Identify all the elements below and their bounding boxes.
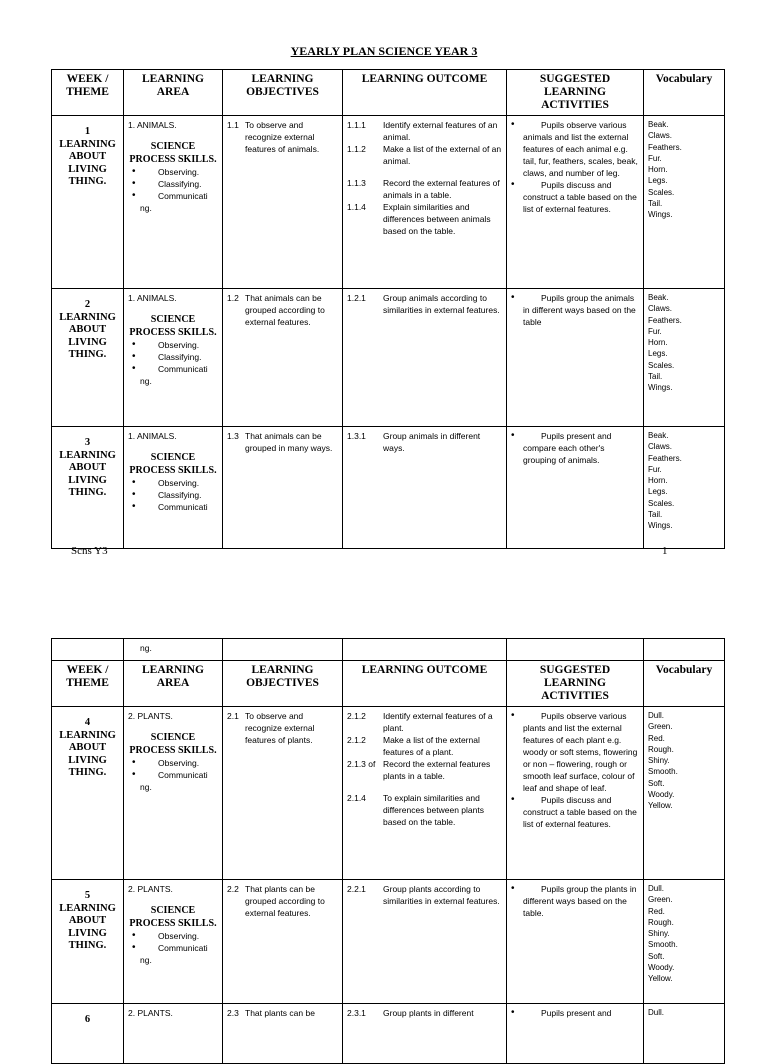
- objective-text: That plants can be: [245, 1008, 315, 1018]
- outcome-number: 2.1.2: [347, 735, 366, 745]
- outcome-cell: [343, 427, 507, 549]
- objective-number: 1.2: [227, 293, 239, 303]
- activity-text: Pupils observe various animals and list the external features of each animal e.g. tail, fur, feathers, scales, beak, claws, and number of leg.: [523, 120, 638, 178]
- area-title: 1. ANIMALS.: [128, 431, 177, 441]
- area-cell: [124, 116, 223, 289]
- outcome-number: 2.2.1: [347, 884, 366, 894]
- vocab-word: Shiny.: [648, 929, 670, 939]
- vocab-word: Scales.: [648, 187, 675, 197]
- area-cell: [124, 289, 223, 427]
- activities-cell: [507, 707, 644, 880]
- skill-wrap: ng.: [140, 782, 152, 792]
- vocab-word: Claws.: [648, 304, 673, 314]
- outcome-text: Group animals in different ways.: [383, 431, 481, 453]
- skills-list: [128, 757, 218, 781]
- vocabulary-cell: [644, 116, 725, 289]
- outcome-number: 2.3.1: [347, 1008, 366, 1018]
- week-cell: [52, 707, 124, 880]
- area-cell: [124, 707, 223, 880]
- skills-list: [128, 477, 218, 513]
- header-row: [52, 661, 725, 707]
- objective-cell: [223, 427, 343, 549]
- header-vocabulary: Vocabulary: [644, 70, 725, 116]
- skill-wrap: ng.: [140, 203, 152, 213]
- vocab-word: Scales.: [648, 360, 675, 370]
- outcome-number: 1.1.2: [347, 144, 366, 154]
- skills-list: [128, 166, 218, 202]
- objective-text: That animals can be grouped according to external features.: [245, 293, 325, 327]
- vocab-word: Tail.: [648, 372, 663, 382]
- activity-item: [511, 883, 639, 919]
- vocab-word: Horn.: [648, 165, 668, 175]
- week-cell: [52, 289, 124, 427]
- page-number: 1: [662, 545, 668, 557]
- vocabulary-cell: [644, 1004, 725, 1064]
- objective-cell: [223, 116, 343, 289]
- activity-text: Pupils present and: [541, 1008, 612, 1018]
- vocab-word: Tail.: [648, 199, 663, 209]
- skill-item: • Communicati: [158, 363, 218, 375]
- objective-cell: [223, 880, 343, 1004]
- header-row: [52, 70, 725, 116]
- week-number: 1: [84, 126, 91, 137]
- skill-item: • Observing.: [158, 757, 218, 769]
- header-objectives: LEARNING OBJECTIVES: [223, 70, 343, 116]
- objective-cell: [223, 289, 343, 427]
- objective-cell: [223, 707, 343, 880]
- vocab-word: Fur.: [648, 326, 662, 336]
- carry-over-text: ng.: [124, 639, 223, 661]
- vocab-word: Fur.: [648, 464, 662, 474]
- skill-item: • Communicati: [158, 942, 218, 954]
- objective-cell: [223, 1004, 343, 1064]
- outcome-text: Record the external features plants in a table.: [383, 759, 491, 781]
- outcome-number: 2.1.4: [347, 793, 366, 803]
- skill-item: • Classifying.: [158, 178, 218, 190]
- vocab-word: Dull.: [648, 884, 665, 893]
- vocab-word: Dull.: [648, 711, 665, 720]
- footer-label: Scns Y3: [71, 545, 108, 557]
- vocab-word: Beak.: [648, 431, 669, 440]
- vocab-word: Legs.: [648, 487, 668, 497]
- vocab-word: Red.: [648, 733, 665, 743]
- activity-item: [511, 1007, 639, 1019]
- plan-table-page-2: [51, 638, 725, 1064]
- outcome-cell: [343, 116, 507, 289]
- activity-item: [511, 179, 639, 215]
- week-number: 6: [84, 1014, 91, 1025]
- skill-item: • Classifying.: [158, 351, 218, 363]
- objective-number: 1.1: [227, 120, 239, 130]
- activity-text: Pupils discuss and construct a table based on the list of external features.: [523, 795, 637, 829]
- outcome-text: Group plants in different: [383, 1008, 474, 1018]
- vocab-word: Soft.: [648, 778, 665, 788]
- vocab-word: Rough.: [648, 744, 674, 754]
- vocab-word: Beak.: [648, 293, 669, 302]
- header-outcome: LEARNING OUTCOME: [343, 70, 507, 116]
- carry-over-row: [52, 639, 725, 661]
- week-theme: LEARNING ABOUT LIVING THING.: [59, 449, 116, 498]
- skill-item: • Communicati: [158, 190, 218, 202]
- skill-item: • Communicati: [158, 769, 218, 781]
- objective-text: To observe and recognize external features of plants.: [245, 711, 315, 745]
- week-theme: LEARNING ABOUT LIVING THING.: [59, 729, 116, 778]
- activities-cell: [507, 116, 644, 289]
- area-title: 1. ANIMALS.: [128, 293, 177, 303]
- outcome-text: Identify external features of an animal.: [383, 120, 498, 142]
- activities-cell: [507, 880, 644, 1004]
- objective-text: To observe and recognize external features of animals.: [245, 120, 320, 154]
- vocab-word: Legs.: [648, 176, 668, 186]
- week-theme: LEARNING ABOUT LIVING THING.: [59, 902, 116, 951]
- vocab-word: Dull.: [648, 1008, 665, 1017]
- vocab-word: Yellow.: [648, 801, 673, 811]
- activity-item: [511, 794, 639, 830]
- outcome-cell: [343, 880, 507, 1004]
- skills-heading: SCIENCE PROCESS SKILLS.: [129, 905, 217, 929]
- outcome-number: 2.1.3 of: [347, 759, 376, 769]
- header-week: WEEK / THEME: [52, 70, 124, 116]
- header-area: LEARNING AREA: [124, 661, 223, 707]
- header-area: LEARNING AREA: [124, 70, 223, 116]
- header-week: WEEK / THEME: [52, 661, 124, 707]
- week-number: 2: [84, 299, 91, 310]
- activities-cell: [507, 1004, 644, 1064]
- outcome-text: Group plants according to similarities in external features.: [383, 884, 500, 906]
- vocab-word: Smooth.: [648, 940, 678, 950]
- vocab-word: Wings.: [648, 210, 673, 220]
- vocab-word: Wings.: [648, 521, 673, 531]
- vocabulary-cell: [644, 707, 725, 880]
- vocab-word: Claws.: [648, 131, 673, 141]
- vocab-word: Smooth.: [648, 767, 678, 777]
- outcome-cell: [343, 289, 507, 427]
- area-cell: [124, 880, 223, 1004]
- week-cell: [52, 427, 124, 549]
- vocab-word: Shiny.: [648, 756, 670, 766]
- outcome-number: 1.1.3: [347, 178, 366, 188]
- week-theme: LEARNING ABOUT LIVING THING.: [59, 311, 116, 360]
- vocab-word: Feathers.: [648, 453, 682, 463]
- activity-item: [511, 119, 639, 179]
- activity-item: [511, 430, 639, 466]
- skill-item: • Classifying.: [158, 489, 218, 501]
- objective-number: 2.3: [227, 1008, 239, 1018]
- outcome-cell: [343, 1004, 507, 1064]
- skill-item: • Observing.: [158, 477, 218, 489]
- activities-cell: [507, 427, 644, 549]
- table-row: [52, 116, 725, 289]
- vocab-word: Soft.: [648, 951, 665, 961]
- header-vocabulary: Vocabulary: [644, 661, 725, 707]
- skills-heading: SCIENCE PROCESS SKILLS.: [129, 141, 217, 165]
- area-cell: [124, 427, 223, 549]
- activity-text: Pupils observe various plants and list the external features of each plant e.g. woody or soft stems, flowering or non – flowering, rough or smooth leaf surface, colour of leaf and shape of leaf.: [523, 711, 638, 793]
- activity-item: [511, 292, 639, 328]
- vocab-word: Claws.: [648, 442, 673, 452]
- vocab-word: Scales.: [648, 498, 675, 508]
- vocab-word: Tail.: [648, 510, 663, 520]
- skill-item: • Observing.: [158, 930, 218, 942]
- table-row: [52, 1004, 725, 1064]
- table-row: [52, 289, 725, 427]
- vocab-word: Woody.: [648, 790, 675, 800]
- objective-number: 2.1: [227, 711, 239, 721]
- outcome-text: Explain similarities and differences between animals based on the table.: [383, 202, 491, 236]
- outcome-text: Group animals according to similarities in external features.: [383, 293, 500, 315]
- skill-item: • Observing.: [158, 166, 218, 178]
- document-title: YEARLY PLAN SCIENCE YEAR 3: [290, 44, 478, 58]
- vocab-word: Woody.: [648, 963, 675, 973]
- outcome-number: 1.1.4: [347, 202, 366, 212]
- vocab-word: Green.: [648, 895, 673, 905]
- skills-heading: SCIENCE PROCESS SKILLS.: [129, 732, 217, 756]
- area-title: 1. ANIMALS.: [128, 120, 177, 130]
- activity-item: [511, 710, 639, 794]
- outcome-number: 1.1.1: [347, 120, 366, 130]
- objective-number: 1.3: [227, 431, 239, 441]
- header-activities: SUGGESTED LEARNING ACTIVITIES: [507, 70, 644, 116]
- week-number: 3: [84, 437, 91, 448]
- vocab-word: Green.: [648, 722, 673, 732]
- skill-wrap: ng.: [140, 955, 152, 965]
- outcome-text: Make a list of the external of an animal.: [383, 144, 502, 166]
- table-row: [52, 880, 725, 1004]
- header-activities: SUGGESTED LEARNING ACTIVITIES: [507, 661, 644, 707]
- week-number: 5: [84, 890, 91, 901]
- outcome-cell: [343, 707, 507, 880]
- outcome-text: To explain similarities and differences between plants based on the table.: [383, 793, 484, 827]
- area-title: 2. PLANTS.: [128, 884, 173, 894]
- vocab-word: Feathers.: [648, 142, 682, 152]
- table-row: [52, 707, 725, 880]
- week-theme: LEARNING ABOUT LIVING THING.: [59, 138, 116, 187]
- outcome-number: 1.3.1: [347, 431, 366, 441]
- activity-text: Pupils present and compare each other's grouping of animals.: [523, 431, 612, 465]
- skill-item: • Communicati: [158, 501, 218, 513]
- vocab-word: Legs.: [648, 349, 668, 359]
- vocab-word: Feathers.: [648, 315, 682, 325]
- outcome-text: Identify external features of a plant.: [383, 711, 493, 733]
- outcome-number: 2.1.2: [347, 711, 366, 721]
- vocab-word: Fur.: [648, 153, 662, 163]
- vocab-word: Beak.: [648, 120, 669, 129]
- header-objectives: LEARNING OBJECTIVES: [223, 661, 343, 707]
- objective-number: 2.2: [227, 884, 239, 894]
- activity-text: Pupils discuss and construct a table based on the list of external features.: [523, 180, 637, 214]
- activity-text: Pupils group the animals in different ways based on the table: [523, 293, 636, 327]
- objective-text: That animals can be grouped in many ways.: [245, 431, 333, 453]
- skills-heading: SCIENCE PROCESS SKILLS.: [129, 314, 217, 338]
- vocab-word: Red.: [648, 906, 665, 916]
- vocab-word: Horn.: [648, 338, 668, 348]
- week-cell: [52, 1004, 124, 1064]
- area-title: 2. PLANTS.: [128, 711, 173, 721]
- skill-wrap: ng.: [140, 376, 152, 386]
- vocab-word: Rough.: [648, 917, 674, 927]
- vocab-word: Yellow.: [648, 974, 673, 984]
- vocabulary-cell: [644, 289, 725, 427]
- vocabulary-cell: [644, 427, 725, 549]
- outcome-text: Make a list of the external features of a plant.: [383, 735, 480, 757]
- week-cell: [52, 880, 124, 1004]
- header-outcome: LEARNING OUTCOME: [343, 661, 507, 707]
- skill-item: • Observing.: [158, 339, 218, 351]
- activity-text: Pupils group the plants in different ways based on the table.: [523, 884, 637, 918]
- area-title: 2. PLANTS.: [128, 1008, 173, 1018]
- skills-heading: SCIENCE PROCESS SKILLS.: [129, 452, 217, 476]
- outcome-text: Record the external features of animals in a table.: [383, 178, 500, 200]
- vocab-word: Horn.: [648, 476, 668, 486]
- week-number: 4: [84, 717, 91, 728]
- vocab-word: Wings.: [648, 383, 673, 393]
- activities-cell: [507, 289, 644, 427]
- area-cell: [124, 1004, 223, 1064]
- table-row: [52, 427, 725, 549]
- outcome-number: 1.2.1: [347, 293, 366, 303]
- plan-table-page-1: [51, 69, 725, 549]
- skills-list: [128, 339, 218, 375]
- week-cell: [52, 116, 124, 289]
- vocabulary-cell: [644, 880, 725, 1004]
- objective-text: That plants can be grouped according to external features.: [245, 884, 325, 918]
- skills-list: [128, 930, 218, 954]
